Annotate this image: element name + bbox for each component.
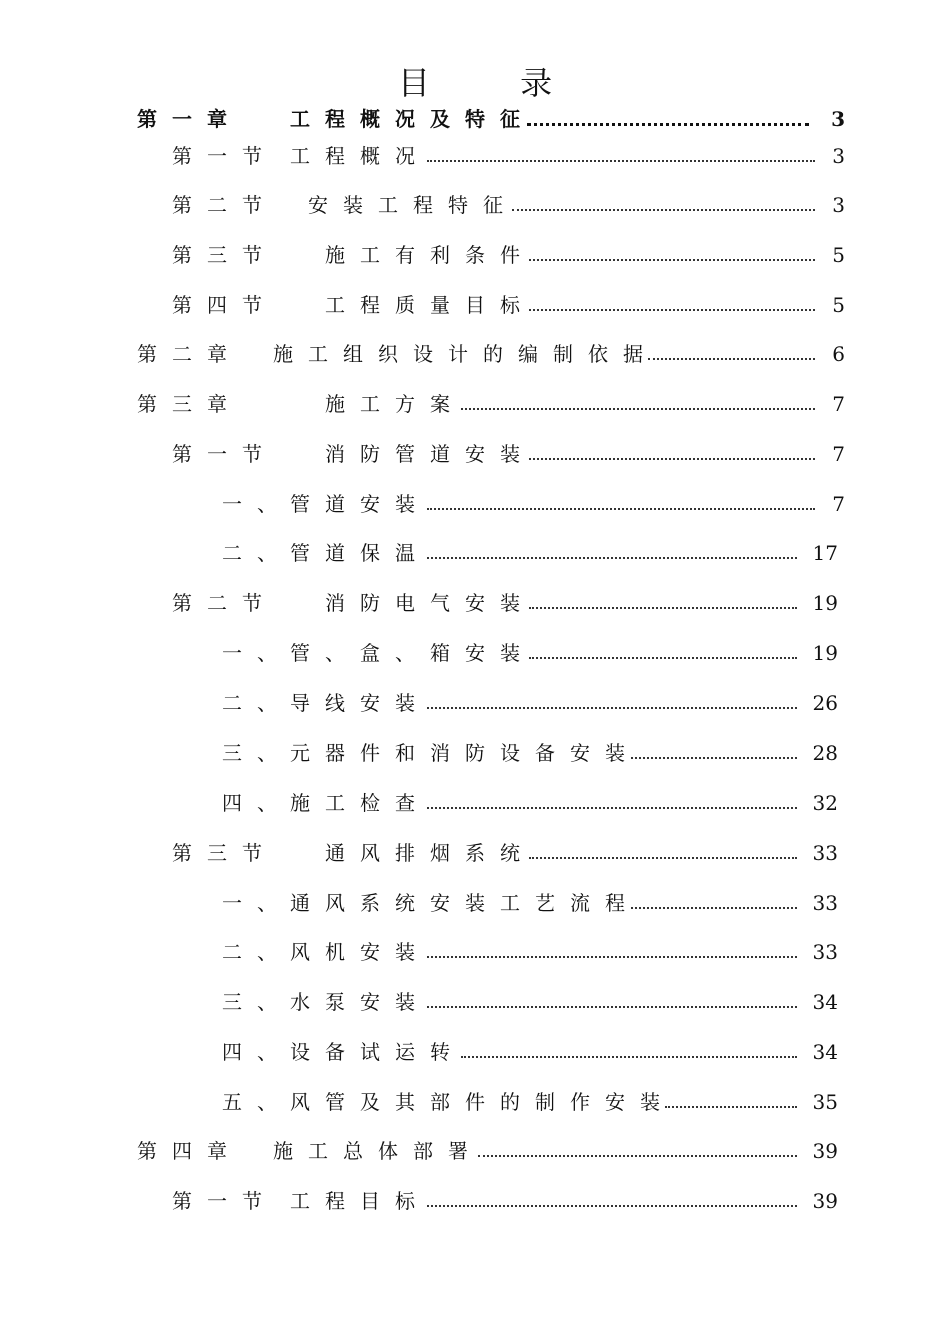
toc-entry-page: 7 [832,492,845,516]
toc-entry[interactable] [0,888,950,918]
toc-entry-title: 管道安装 [290,492,430,516]
toc-entry-label: 第一节 [172,442,277,466]
toc-entry-page: 39 [812,1189,838,1213]
toc-entry-label: 第四章 [137,1139,242,1163]
toc-leader [529,458,815,460]
toc-leader [529,309,815,311]
toc-entry-title: 管、盒、箱安装 [290,641,535,665]
toc-entry[interactable] [0,738,950,768]
toc-leader [427,956,797,958]
toc-entry-page: 7 [832,442,845,466]
toc-entry-page: 33 [812,891,838,915]
toc-entry-page: 34 [812,990,838,1014]
toc-entry[interactable] [0,638,950,668]
toc-entry-label: 第四节 [172,293,277,317]
toc-entry-label: 第三章 [137,392,242,416]
toc-entry-label: 四、 [222,1040,292,1064]
toc-entry-label: 第三节 [172,243,277,267]
toc-leader [512,209,815,211]
toc-entry-title: 安装工程特征 [308,193,518,217]
toc-leader [529,607,797,609]
toc-entry-page: 6 [832,342,845,366]
toc-entry-page: 5 [832,243,845,267]
toc-entry[interactable] [0,489,950,519]
toc-leader [427,1205,797,1207]
toc-entry[interactable] [0,1136,950,1166]
toc-entry-title: 施工检查 [290,791,430,815]
toc-leader [427,508,815,510]
toc-entry-title: 施工有利条件 [325,243,535,267]
toc-leader [427,707,797,709]
toc-entry-label: 二、 [222,541,292,565]
toc-entry-page: 32 [812,791,838,815]
toc-entry-label: 一、 [222,641,292,665]
toc-entry-page: 33 [812,940,838,964]
toc-entry-title: 风机安装 [290,940,430,964]
toc-entry-label: 第一节 [172,144,277,168]
toc-entry[interactable] [0,838,950,868]
toc-entry[interactable] [0,104,950,134]
toc-entry-label: 二、 [222,940,292,964]
toc-entry-title: 施工组织设计的编制依据 [273,342,658,366]
toc-entry-label: 三、 [222,990,292,1014]
toc-entry-page: 19 [812,641,838,665]
toc-entry[interactable] [0,1186,950,1216]
toc-entry-label: 一、 [222,891,292,915]
toc-entry-page: 3 [831,107,845,131]
toc-entry-label: 第二节 [172,591,277,615]
toc-entry-title: 施工总体部署 [273,1139,483,1163]
toc-entry-label: 第三节 [172,841,277,865]
toc-leader [529,857,797,859]
toc-entry-label: 第一节 [172,1189,277,1213]
toc-entry-page: 39 [812,1139,838,1163]
toc-entry[interactable] [0,339,950,369]
toc-entry[interactable] [0,1037,950,1067]
toc-entry-title: 通风系统安装工艺流程 [290,891,640,915]
toc-entry-page: 3 [832,144,845,168]
toc-entry-page: 5 [832,293,845,317]
toc-entry-title: 水泵安装 [290,990,430,1014]
toc-entry-page: 28 [812,741,838,765]
page-title: 目 录 [397,64,593,102]
toc-entry-title: 设备试运转 [290,1040,465,1064]
toc-entry-title: 导线安装 [290,691,430,715]
toc-entry-page: 19 [812,591,838,615]
toc-entry-title: 管道保温 [290,541,430,565]
toc-entry-title: 工程概况及特征 [290,107,535,131]
toc-entry[interactable] [0,1087,950,1117]
toc-leader [631,757,797,759]
toc-entry[interactable] [0,987,950,1017]
toc-entry-label: 四、 [222,791,292,815]
toc-entry-title: 工程目标 [290,1189,430,1213]
toc-leader [427,1006,797,1008]
toc-leader [665,1106,797,1108]
toc-leader [427,557,797,559]
toc-entry-page: 34 [812,1040,838,1064]
toc-entry-title: 风管及其部件的制作安装 [290,1090,675,1114]
toc-entry-title: 消防管道安装 [325,442,535,466]
toc-leader [461,1056,797,1058]
toc-entry-page: 26 [812,691,838,715]
toc-leader [478,1155,797,1157]
toc-entry-label: 第二章 [137,342,242,366]
toc-entry[interactable] [0,688,950,718]
toc-entry[interactable] [0,588,950,618]
toc-entry-title: 元器件和消防设备安装 [290,741,640,765]
toc-entry-title: 通风排烟系统 [325,841,535,865]
toc-entry-page: 17 [812,541,838,565]
toc-entry-title: 施工方案 [325,392,465,416]
toc-entry-title: 消防电气安装 [325,591,535,615]
toc-entry[interactable] [0,141,950,171]
toc-entry[interactable] [0,538,950,568]
toc-leader [461,408,815,410]
toc-entry-page: 33 [812,841,838,865]
toc-entry-label: 第二节 [172,193,277,217]
toc-leader [427,160,815,162]
toc-leader [529,259,815,261]
toc-leader [648,358,815,360]
toc-entry-label: 五、 [222,1090,292,1114]
toc-entry[interactable] [0,389,950,419]
toc-entry-title: 工程质量目标 [325,293,535,317]
toc-leader [631,907,797,909]
toc-leader [527,123,809,126]
toc-entry-page: 35 [812,1090,838,1114]
toc-entry[interactable] [0,240,950,270]
toc-entry[interactable] [0,439,950,469]
toc-entry-title: 工程概况 [290,144,430,168]
toc-entry-label: 第一章 [137,107,242,131]
toc-entry-label: 三、 [222,741,292,765]
toc-entry[interactable] [0,937,950,967]
toc-entry[interactable] [0,788,950,818]
toc-entry-page: 3 [832,193,845,217]
toc-leader [529,657,797,659]
toc-entry-page: 7 [832,392,845,416]
toc-entry-label: 二、 [222,691,292,715]
toc-entry-label: 一、 [222,492,292,516]
toc-entry[interactable] [0,290,950,320]
toc-entry[interactable] [0,190,950,220]
toc-leader [427,807,797,809]
